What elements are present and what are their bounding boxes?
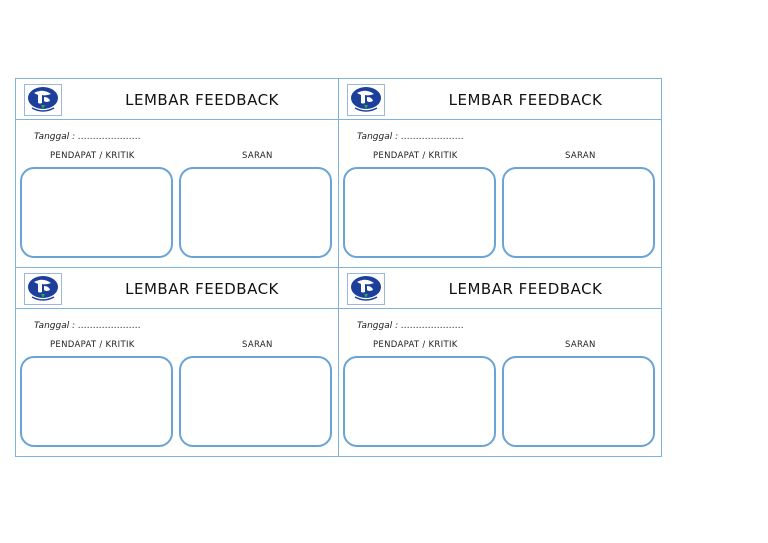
card-title: LEMBAR FEEDBACK: [448, 280, 603, 298]
opinion-label: PENDAPAT / KRITIK: [50, 340, 135, 350]
feedback-card: [16, 79, 339, 268]
suggestion-label: SARAN: [242, 340, 273, 350]
opinion-box[interactable]: [343, 167, 496, 258]
feedback-sheet: [15, 78, 662, 457]
suggestion-label: SARAN: [242, 151, 273, 161]
card-title: LEMBAR FEEDBACK: [125, 280, 279, 298]
card-title: LEMBAR FEEDBACK: [448, 91, 603, 109]
suggestion-box[interactable]: [502, 167, 655, 258]
opinion-label: PENDAPAT / KRITIK: [373, 151, 458, 161]
suggestion-box[interactable]: [179, 356, 332, 447]
card-header: [339, 268, 662, 309]
feedback-card: [339, 79, 662, 268]
card-header: [16, 268, 338, 309]
date-label: Tanggal : …………………: [357, 132, 464, 142]
opinion-box[interactable]: [20, 356, 173, 447]
date-label: Tanggal : …………………: [34, 132, 141, 142]
company-logo-icon: [347, 84, 385, 116]
suggestion-box[interactable]: [502, 356, 655, 447]
opinion-label: PENDAPAT / KRITIK: [373, 340, 458, 350]
suggestion-box[interactable]: [179, 167, 332, 258]
card-header: [16, 79, 338, 120]
company-logo-icon: [24, 84, 62, 116]
card-title: LEMBAR FEEDBACK: [125, 91, 279, 109]
feedback-card: [16, 268, 339, 457]
date-label: Tanggal : …………………: [34, 321, 141, 331]
opinion-box[interactable]: [343, 356, 496, 447]
company-logo-icon: [24, 273, 62, 305]
date-label: Tanggal : …………………: [357, 321, 464, 331]
suggestion-label: SARAN: [565, 340, 596, 350]
opinion-label: PENDAPAT / KRITIK: [50, 151, 135, 161]
company-logo-icon: [347, 273, 385, 305]
card-header: [339, 79, 662, 120]
opinion-box[interactable]: [20, 167, 173, 258]
suggestion-label: SARAN: [565, 151, 596, 161]
feedback-card: [339, 268, 662, 457]
